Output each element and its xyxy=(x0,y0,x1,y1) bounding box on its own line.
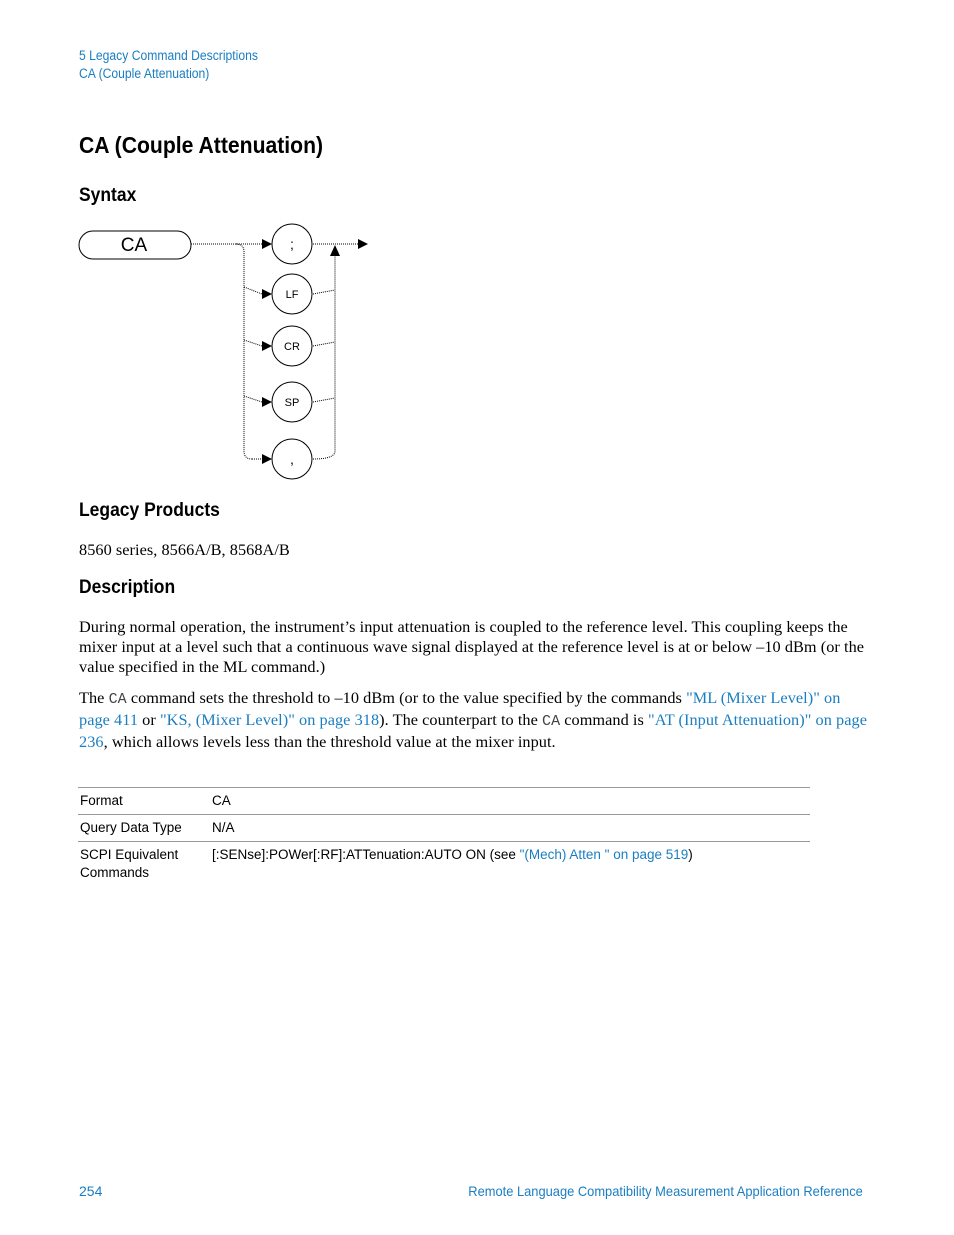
link-ml-mixer-level[interactable]: "ML (Mixer Level)" on page 411 xyxy=(79,688,841,729)
svg-text:CR: CR xyxy=(284,341,300,353)
breadcrumb-section[interactable]: CA (Couple Attenuation) xyxy=(79,66,210,81)
link-ks-mixer-level[interactable]: "KS, (Mixer Level)" on page 318 xyxy=(159,710,380,729)
description-paragraph-2: The CA command sets the threshold to –10 dBm (or to the value specified by the commands "ML (Mixer Level)" on page 411 or "KS, (Mixer Level)" on page 318). The counterpart to the CA command is "AT (Input Attenuation)" on page 236, which allows levels less than the threshold value at the mixer input. xyxy=(79,688,867,751)
description-heading: Description xyxy=(79,577,176,598)
syntax-diagram xyxy=(78,222,378,484)
table-value: CA xyxy=(210,788,810,815)
footer-doc-title: Remote Language Compatibility Measurement Application Reference xyxy=(468,1183,863,1199)
terminator-semicolon xyxy=(272,224,312,264)
code-ca: CA xyxy=(108,691,127,708)
table-row xyxy=(78,842,810,883)
svg-text:SP: SP xyxy=(284,397,300,409)
legacy-products-heading: Legacy Products xyxy=(79,500,220,521)
command-info-table xyxy=(78,787,810,882)
svg-text:,: , xyxy=(290,451,294,467)
command-label: CA xyxy=(120,235,148,256)
description-paragraph-1: During normal operation, the instrument’s input attenuation is coupled to the reference level. This coupling keeps the mixer input at a level such that a continuous wave signal displayed at the reference level is at or below –10 dBm (or the value specified in the ML command.) xyxy=(79,617,865,676)
legacy-products-text: 8560 series, 8566A/B, 8568A/B xyxy=(79,540,290,559)
breadcrumb xyxy=(79,47,258,83)
table-label: Query Data Type xyxy=(78,815,210,842)
table-row xyxy=(78,788,810,815)
breadcrumb-chapter[interactable]: 5 Legacy Command Descriptions xyxy=(79,48,258,63)
footer-page-number: 254 xyxy=(79,1183,103,1199)
syntax-heading: Syntax xyxy=(79,185,137,206)
link-at-input-attenuation[interactable]: "AT (Input Attenuation)" on page 236 xyxy=(79,710,867,751)
svg-text:LF: LF xyxy=(285,289,299,301)
table-value: [:SENse]:POWer[:RF]:ATTenuation:AUTO ON (see "(Mech) Atten " on page 519) xyxy=(210,842,810,883)
code-ca: CA xyxy=(542,713,561,730)
terminator-lf xyxy=(272,274,312,314)
terminator-comma xyxy=(272,439,312,479)
terminator-sp xyxy=(272,382,312,422)
table-value: N/A xyxy=(210,815,810,842)
svg-text:;: ; xyxy=(290,236,294,252)
table-label: SCPI Equivalent Commands xyxy=(78,842,210,883)
table-row xyxy=(78,815,810,842)
page-title: CA (Couple Attenuation) xyxy=(79,132,324,158)
terminator-cr xyxy=(272,326,312,366)
table-label: Format xyxy=(78,788,210,815)
link-mech-atten[interactable]: "(Mech) Atten " on page 519 xyxy=(519,847,689,862)
